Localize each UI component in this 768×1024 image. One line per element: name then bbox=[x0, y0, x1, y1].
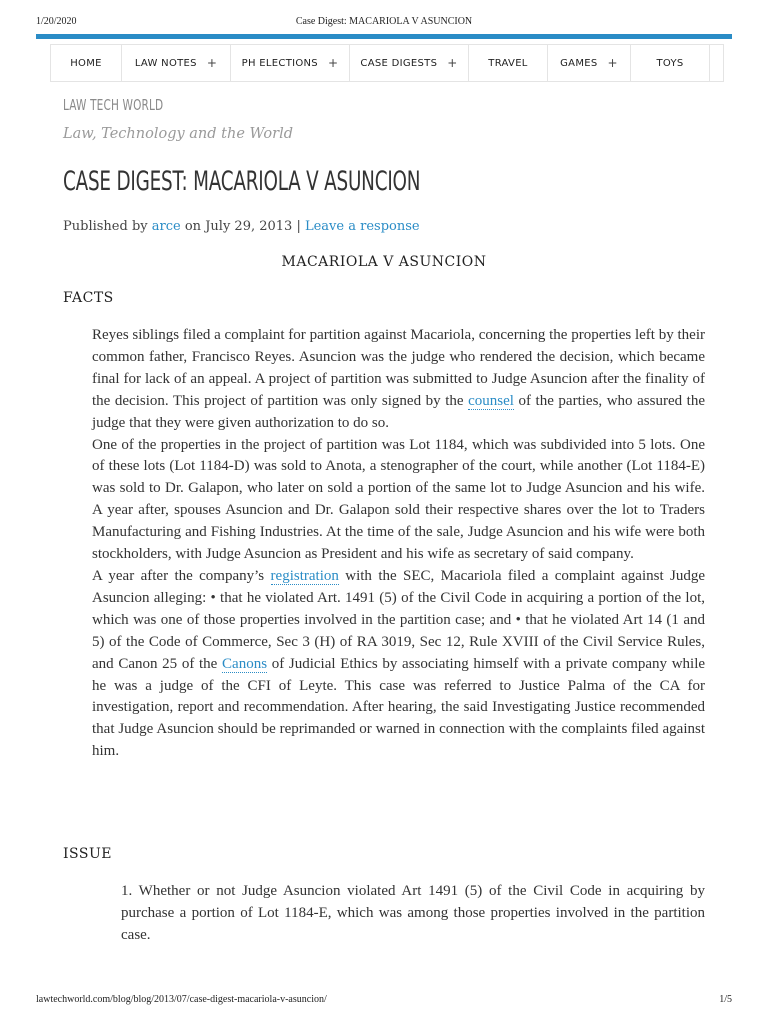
main-navigation bbox=[50, 44, 724, 82]
paragraph-text: of the parties, who assured the judge that they were given authorization to do so. bbox=[92, 392, 705, 431]
on-label: on bbox=[184, 219, 202, 234]
facts-paragraph-2: One of the properties in the project of partition was Lot 1184, which was subdivided into 5 lots. One of these lots (Lot 1184-D) was sold to Anota, a stenographer of the court, while another (Lot 1184-E) was sold to Dr. Galapon, who later on sold a portion of the same lot to Judge Asuncion and his wife. A year after, spouses Asuncion and Dr. Galapon sold their respective shares over the lot to Traders Manufacturing and Fishing Industries. At the time of the sale, Judge Asuncion and his wife were both stockholders, with Judge Asuncion as President and his wife as secretary of said company. bbox=[92, 436, 705, 563]
facts-heading: FACTS bbox=[63, 290, 114, 306]
print-page-title: Case Digest: MACARIOLA V ASUNCION bbox=[295, 16, 473, 27]
print-date: 1/20/2020 bbox=[36, 16, 77, 27]
post-title: CASE DIGEST: MACARIOLA V ASUNCION bbox=[63, 166, 421, 197]
counsel-link[interactable]: counsel bbox=[468, 392, 514, 409]
facts-body bbox=[92, 325, 705, 763]
print-footer bbox=[36, 994, 732, 1008]
nav-item-toys[interactable] bbox=[631, 45, 710, 81]
plus-icon: + bbox=[206, 56, 218, 70]
paragraph-text: A year after the company’s bbox=[92, 567, 265, 584]
nav-label: PH ELECTIONS bbox=[241, 57, 318, 69]
site-tagline: Law, Technology and the World bbox=[63, 126, 294, 142]
leave-response-link[interactable]: Leave a response bbox=[304, 219, 420, 234]
nav-label: GAMES bbox=[560, 57, 598, 69]
paragraph-text: of Judicial Ethics by associating himself with a private company while he was a judge of the CFI of Leyte. This case was referred to Justice Palma of the CA for investigation, report and recommendation. After hearing, the said Investigating Justice recommended that Judge Asuncion should be reprimanded or warned in connection with the complaints filed against him. bbox=[92, 655, 706, 760]
nav-item-home[interactable] bbox=[51, 45, 122, 81]
plus-icon: + bbox=[327, 56, 339, 70]
paragraph-text: Reyes siblings filed a complaint for partition against Macariola, concerning the properties left by their common father, Francisco Reyes. Asuncion was the judge who rendered the decision, which became final for lack of an appeal. A project of partition was submitted to Judge Asuncion after the finality of the decision. This project of partition was only signed by the bbox=[92, 327, 705, 409]
author-link[interactable]: arce bbox=[151, 219, 181, 234]
registration-link[interactable]: registration bbox=[270, 567, 339, 584]
nav-label: HOME bbox=[70, 57, 102, 69]
paragraph-text: with the SEC, Macariola filed a complaint against Judge Asuncion alleging: • that he violated Art. 1491 (5) of the Civil Code in acquiring a portion of the lot, which was one of those properties involved in the partition case; and • that he violated Art 14 (1 and 5) of the Code of Commerce, Sec 3 (H) of RA 3019, Sec 12, Rule XVIII of the Civil Service Rules, and Canon 25 of the bbox=[92, 567, 706, 672]
plus-icon: + bbox=[607, 56, 618, 70]
plus-icon: + bbox=[447, 56, 458, 70]
nav-label: TRAVEL bbox=[488, 57, 528, 69]
issue-heading: ISSUE bbox=[63, 846, 112, 862]
nav-item-games[interactable] bbox=[548, 45, 631, 81]
post-date: July 29, 2013 bbox=[205, 219, 293, 234]
canons-link[interactable]: Canons bbox=[222, 655, 268, 672]
page-number: 1/5 bbox=[719, 994, 732, 1005]
published-by-label: Published by bbox=[63, 219, 148, 234]
facts-paragraph-3 bbox=[92, 566, 705, 763]
post-meta bbox=[63, 219, 420, 234]
site-title-link[interactable]: LAW TECH WORLD bbox=[63, 96, 164, 114]
top-accent-bar bbox=[36, 34, 732, 39]
print-header bbox=[36, 16, 732, 30]
nav-label: TOYS bbox=[656, 57, 684, 69]
nav-item-travel[interactable] bbox=[469, 45, 548, 81]
issue-item-1: 1. Whether or not Judge Asuncion violated Art 1491 (5) of the Civil Code in acquiring by purchase a portion of Lot 1184-E, which was among those properties involved in the partition case. bbox=[121, 883, 705, 943]
nav-label: LAW NOTES bbox=[134, 57, 197, 69]
nav-item-case-digests[interactable] bbox=[350, 45, 469, 81]
meta-separator: | bbox=[296, 219, 301, 234]
facts-paragraph-1 bbox=[92, 325, 705, 435]
nav-item-law-notes[interactable] bbox=[122, 45, 231, 81]
case-subtitle: MACARIOLA V ASUNCION bbox=[281, 254, 487, 270]
nav-item-ph-elections[interactable] bbox=[231, 45, 350, 81]
print-url: lawtechworld.com/blog/blog/2013/07/case-digest-macariola-v-asuncion/ bbox=[36, 994, 327, 1005]
nav-label: CASE DIGESTS bbox=[360, 57, 438, 69]
